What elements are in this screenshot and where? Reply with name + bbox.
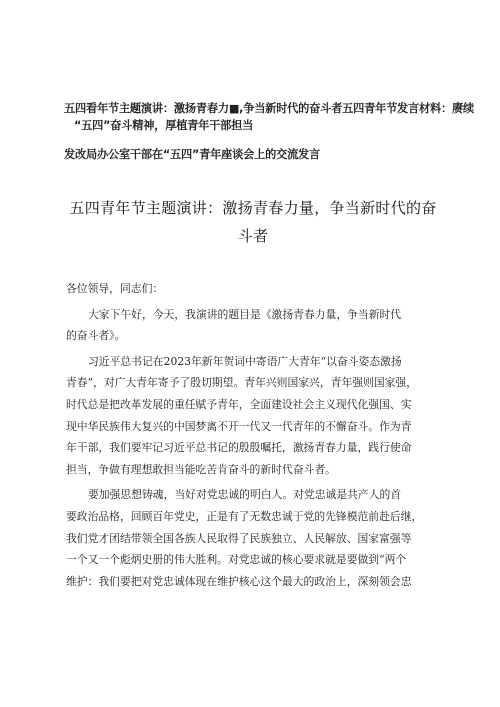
paragraph-2-line-1: 习近平总书记在2023年新年贺词中寄语广大青年“以奋斗姿态激扬 [88,354,402,368]
paragraph-1-line-1: 大家下午好，今天，我演讲的题目是《激扬青春力量，争当新时代 [88,307,402,321]
paragraph-3-line-5: 维护：我们要把对党忠诚体现在维护核心这个最大的政治上，深刻领会忠 [66,574,412,588]
header-title-line-2: “五四”奋斗精神，厚植青年干部担当 [74,119,254,132]
paragraph-3-line-3: 我们党才团结带领全国各族人民取得了民族独立、人民解放、国家富强等 [66,531,412,545]
paragraph-2-line-3: 时代总是把改革发展的重任赋予青年，全面建设社会主义现代化强国、实 [66,397,412,411]
paragraph-3-line-4: 一个又一个彪炳史册的伟大胜利。对党忠诚的核心要求就是要做到“两个 [66,553,407,567]
paragraph-2-line-6: 担当，争做有理想敢担当能吃苦肯奋斗的新时代奋斗者。 [66,462,336,476]
paragraph-3-line-1: 要加强思想铸魂，当好对党忠诚的明白人。对党忠诚是共产人的首 [88,488,402,502]
document-header [64,100,474,163]
speech-title-line-1: 五四青年节主题演讲：激扬青春力量，争当新时代的奋 [69,199,437,217]
paragraph-1-line-2: 的奋斗者》。 [66,329,126,343]
header-title-line-3: 发改局办公室干部在“五四”青年座谈会上的交流发言 [64,148,321,161]
speech-title-line-2: 斗者 [237,227,269,245]
speech-body [66,278,448,592]
header-title-line-1: 五四看年节主题演讲：激扬青春力■,争当新时代的奋斗者五四青年节发言材料：赓续 [64,102,474,115]
speech-title [60,194,446,250]
paragraph-3-line-2: 要政治品格，回顾百年党史，正是有了无数忠诚于党的先锋模范前赴后继， [66,509,423,523]
paragraph-2-line-5: 年干部，我们要牢记习近平总书记的殷殷嘱托，激扬青春力量，践行使命 [66,441,412,455]
paragraph-2-line-2: 青春”，对广大青年寄予了殷切期望。青年兴则国家兴，青年强则国家强， [66,376,418,390]
salutation: 各位领导，同志们： [66,282,164,295]
paragraph-2-line-4: 现中华民族伟大复兴的中国梦离不开一代又一代青年的不懈奋斗。作为青 [66,419,412,433]
